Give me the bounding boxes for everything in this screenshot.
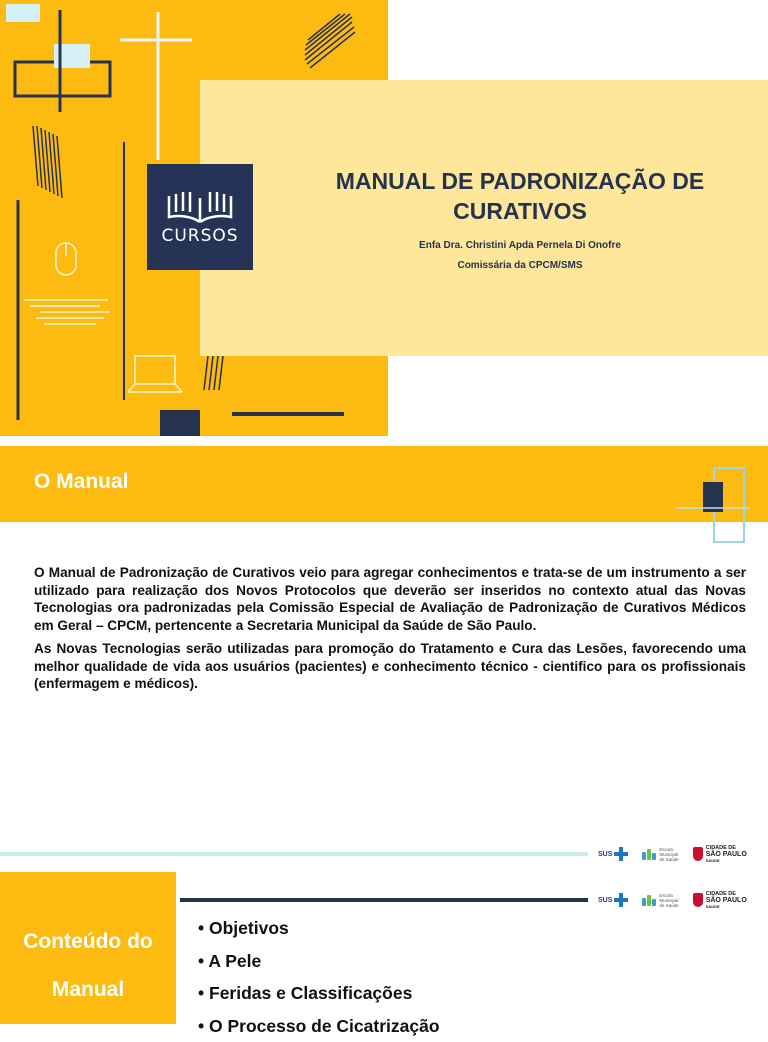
title-line-2: CURATIVOS — [300, 196, 740, 226]
cover-subtitle — [330, 236, 710, 276]
deco-header-shapes — [672, 466, 752, 546]
author-role: Comissária da CPCM/SMS — [330, 256, 710, 276]
deco-hatch-top-right — [305, 14, 355, 68]
escola-mark-icon — [642, 895, 656, 906]
laptop-icon — [128, 356, 182, 392]
escola-logo — [642, 847, 678, 862]
cross-icon — [614, 847, 628, 861]
manual-body — [34, 564, 746, 699]
cidade-logo — [693, 891, 747, 910]
deco-hatch-left — [33, 126, 62, 198]
cidade-line-1: CIDADE DE — [706, 891, 747, 897]
partner-logos — [598, 843, 747, 865]
cover-title — [300, 166, 740, 226]
title-line-1: MANUAL DE PADRONIZAÇÃO DE — [300, 166, 740, 196]
mint-divider — [0, 852, 588, 856]
deco-light-square — [6, 4, 40, 22]
deco-hatch-bottom — [204, 356, 223, 390]
contents-item: • Feridas e Classificações — [198, 977, 440, 1010]
escola-line-1: Escola — [659, 847, 678, 852]
cidade-line-1: CIDADE DE — [706, 845, 747, 851]
contents-list — [198, 912, 440, 1042]
sus-logo — [598, 847, 628, 861]
book-icon — [163, 190, 237, 224]
contents-title-line-2: Manual — [0, 966, 176, 1014]
brasao-icon — [693, 847, 703, 861]
contents-item: • O Processo de Cicatrização — [198, 1010, 440, 1042]
partner-logos — [598, 889, 747, 911]
deco-navy-block — [160, 410, 200, 436]
cidade-line-3: SAÚDE — [706, 858, 747, 864]
sus-text: SUS — [598, 851, 612, 858]
author-name: Enfa Dra. Christini Apda Pernela Di Onofre — [330, 236, 710, 256]
logo-text: CURSOS — [147, 226, 253, 246]
cross-icon — [614, 893, 628, 907]
cidade-line-2: SÃO PAULO — [706, 851, 747, 858]
cover-slide — [0, 0, 768, 436]
escola-line-1: Escola — [659, 893, 678, 898]
escola-logo — [642, 893, 678, 908]
escola-line-2: Municipal — [659, 898, 678, 903]
navy-divider — [180, 898, 588, 902]
escola-line-2: Municipal — [659, 852, 678, 857]
cidade-logo — [693, 845, 747, 864]
contents-item: • Objetivos — [198, 912, 440, 945]
escola-line-3: de Saúde — [659, 857, 678, 862]
sus-text: SUS — [598, 897, 612, 904]
contents-item: • A Pele — [198, 945, 440, 978]
manual-paragraph: O Manual de Padronização de Curativos veio para agregar conhecimentos e trata-se de um instrumento a ser utilizado para realização dos Novos Protocolos que deverão ser inseridos no contexto atual das Novas Tecnologias ora padronizadas pela Comissão Especial de Avaliação de Padronização de Curativos Médicos em Geral – CPCM, pertencente a Secretaria Municipal da Saúde de São Paulo. — [34, 564, 746, 634]
cidade-line-2: SÃO PAULO — [706, 897, 747, 904]
sus-logo — [598, 893, 628, 907]
brasao-icon — [693, 893, 703, 907]
manual-heading: O Manual — [34, 470, 129, 494]
deco-lines-white — [24, 300, 110, 324]
escola-line-3: de Saúde — [659, 903, 678, 908]
cidade-line-3: SAÚDE — [706, 904, 747, 910]
contents-title — [0, 918, 176, 1014]
contents-title-line-1: Conteúdo do — [0, 918, 176, 966]
manual-paragraph: As Novas Tecnologias serão utilizadas para promoção do Tratamento e Cura das Lesões, favorecendo uma melhor qualidade de vida aos usuários (pacientes) e conhecimento técnico - cientifico para os profissionais (enfermagem e médicos). — [34, 640, 746, 693]
cursos-logo — [147, 164, 253, 270]
escola-mark-icon — [642, 849, 656, 860]
